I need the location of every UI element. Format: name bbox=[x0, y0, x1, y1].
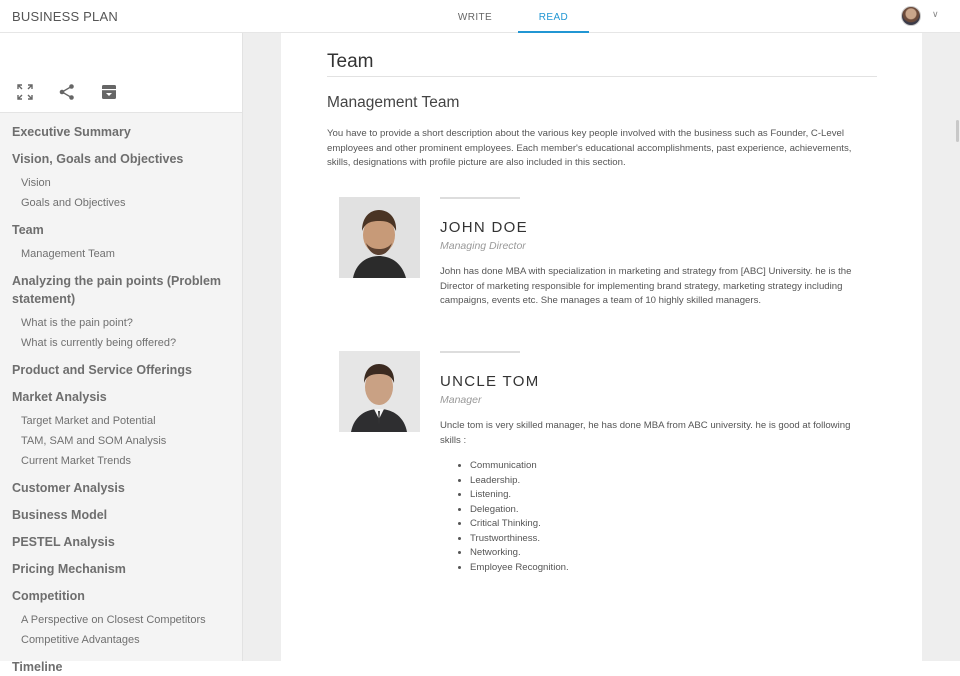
sidebar-subitem[interactable]: Target Market and Potential bbox=[21, 415, 156, 427]
chevron-down-icon[interactable]: ∨ bbox=[932, 9, 939, 19]
sidebar-subitem[interactable]: Vision bbox=[21, 177, 51, 189]
sidebar-subitems bbox=[21, 411, 242, 471]
member-bio: John has done MBA with specialization in marketing and strategy from [ABC] University. he is the Director of marketing responsible for implementing brand strategy, marketing strategy including campaigns, events etc. She manages a team of 10 highly skilled managers. bbox=[440, 266, 852, 306]
member-name: UNCLE TOM bbox=[440, 373, 540, 390]
profile-photo bbox=[339, 351, 420, 432]
expand-icon[interactable] bbox=[16, 83, 34, 101]
sidebar-subitem[interactable]: Management Team bbox=[21, 248, 115, 260]
card-divider bbox=[440, 197, 520, 199]
sidebar-toolbar bbox=[0, 33, 242, 113]
sidebar-item[interactable]: PESTEL Analysis bbox=[12, 535, 115, 549]
sidebar-subitem[interactable]: TAM, SAM and SOM Analysis bbox=[21, 435, 167, 447]
intro-paragraph: You have to provide a short description about the various key people involved with the business such as Founder, C-Level employees and other prominent employees. Each member's educational accomplishments, past experience, achievements, skills, designations with profile picture are also included in this section. bbox=[327, 128, 852, 168]
table-of-contents bbox=[0, 113, 242, 676]
sidebar-item[interactable]: Customer Analysis bbox=[12, 481, 125, 495]
sidebar-subitem[interactable]: What is currently being offered? bbox=[21, 337, 177, 349]
skill-item: • Communication bbox=[470, 459, 569, 474]
profile-photo bbox=[339, 197, 420, 278]
sidebar-item[interactable]: Timeline bbox=[12, 660, 63, 674]
skill-item: • Delegation. bbox=[470, 503, 569, 518]
sidebar-item[interactable]: Business Model bbox=[12, 508, 108, 522]
sidebar-subitem[interactable]: What is the pain point? bbox=[21, 317, 133, 329]
member-bio: Uncle tom is very skilled manager, he has done MBA from ABC university. he is good at following skills : bbox=[440, 420, 851, 446]
card-divider bbox=[440, 351, 520, 353]
section-title: Team bbox=[327, 51, 877, 77]
sidebar-item[interactable]: Competition bbox=[12, 589, 85, 603]
sidebar bbox=[0, 33, 243, 674]
sidebar-item[interactable]: Vision, Goals and Objectives bbox=[12, 152, 184, 166]
sidebar-subitem[interactable]: Goals and Objectives bbox=[21, 197, 126, 209]
member-role: Manager bbox=[440, 394, 482, 406]
subsection-title: Management Team bbox=[327, 94, 460, 111]
sidebar-item[interactable]: Executive Summary bbox=[12, 125, 131, 139]
tab-write[interactable]: WRITE bbox=[457, 12, 493, 23]
app-title: BUSINESS PLAN bbox=[12, 9, 118, 24]
sidebar-item[interactable]: Analyzing the pain points (Problem statement) bbox=[12, 274, 222, 306]
sidebar-subitem[interactable]: A Perspective on Closest Competitors bbox=[21, 614, 206, 626]
sidebar-subitem[interactable]: Current Market Trends bbox=[21, 455, 132, 467]
right-gutter bbox=[922, 33, 960, 661]
sidebar-item[interactable]: Pricing Mechanism bbox=[12, 562, 126, 576]
skill-item: • Listening. bbox=[470, 488, 569, 503]
mode-tabs bbox=[432, 0, 589, 33]
top-bar bbox=[0, 0, 960, 33]
sidebar-subitems bbox=[21, 610, 242, 650]
archive-icon[interactable] bbox=[100, 83, 118, 101]
sidebar-item[interactable]: Team bbox=[12, 223, 44, 237]
share-icon[interactable] bbox=[58, 83, 76, 101]
sidebar-subitem[interactable]: Competitive Advantages bbox=[21, 634, 140, 646]
document-page bbox=[281, 33, 922, 661]
skill-item: • Networking. bbox=[470, 546, 569, 561]
skill-item: • Critical Thinking. bbox=[470, 517, 569, 532]
sidebar-subitems bbox=[21, 313, 242, 353]
left-gutter bbox=[243, 33, 281, 661]
user-avatar[interactable] bbox=[901, 6, 921, 26]
member-name: JOHN DOE bbox=[440, 219, 528, 236]
scrollbar-thumb[interactable] bbox=[956, 120, 959, 142]
skill-item: • Trustworthiness. bbox=[470, 532, 569, 547]
sidebar-item[interactable]: Market Analysis bbox=[12, 390, 107, 404]
skill-item: • Leadership. bbox=[470, 474, 569, 489]
member-role: Managing Director bbox=[440, 240, 526, 252]
skills-list bbox=[456, 459, 569, 575]
tab-read[interactable]: READ bbox=[518, 0, 589, 33]
sidebar-item[interactable]: Product and Service Offerings bbox=[12, 363, 192, 377]
sidebar-subitems bbox=[21, 244, 242, 264]
skill-item: • Employee Recognition. bbox=[470, 561, 569, 576]
sidebar-subitems bbox=[21, 173, 242, 213]
